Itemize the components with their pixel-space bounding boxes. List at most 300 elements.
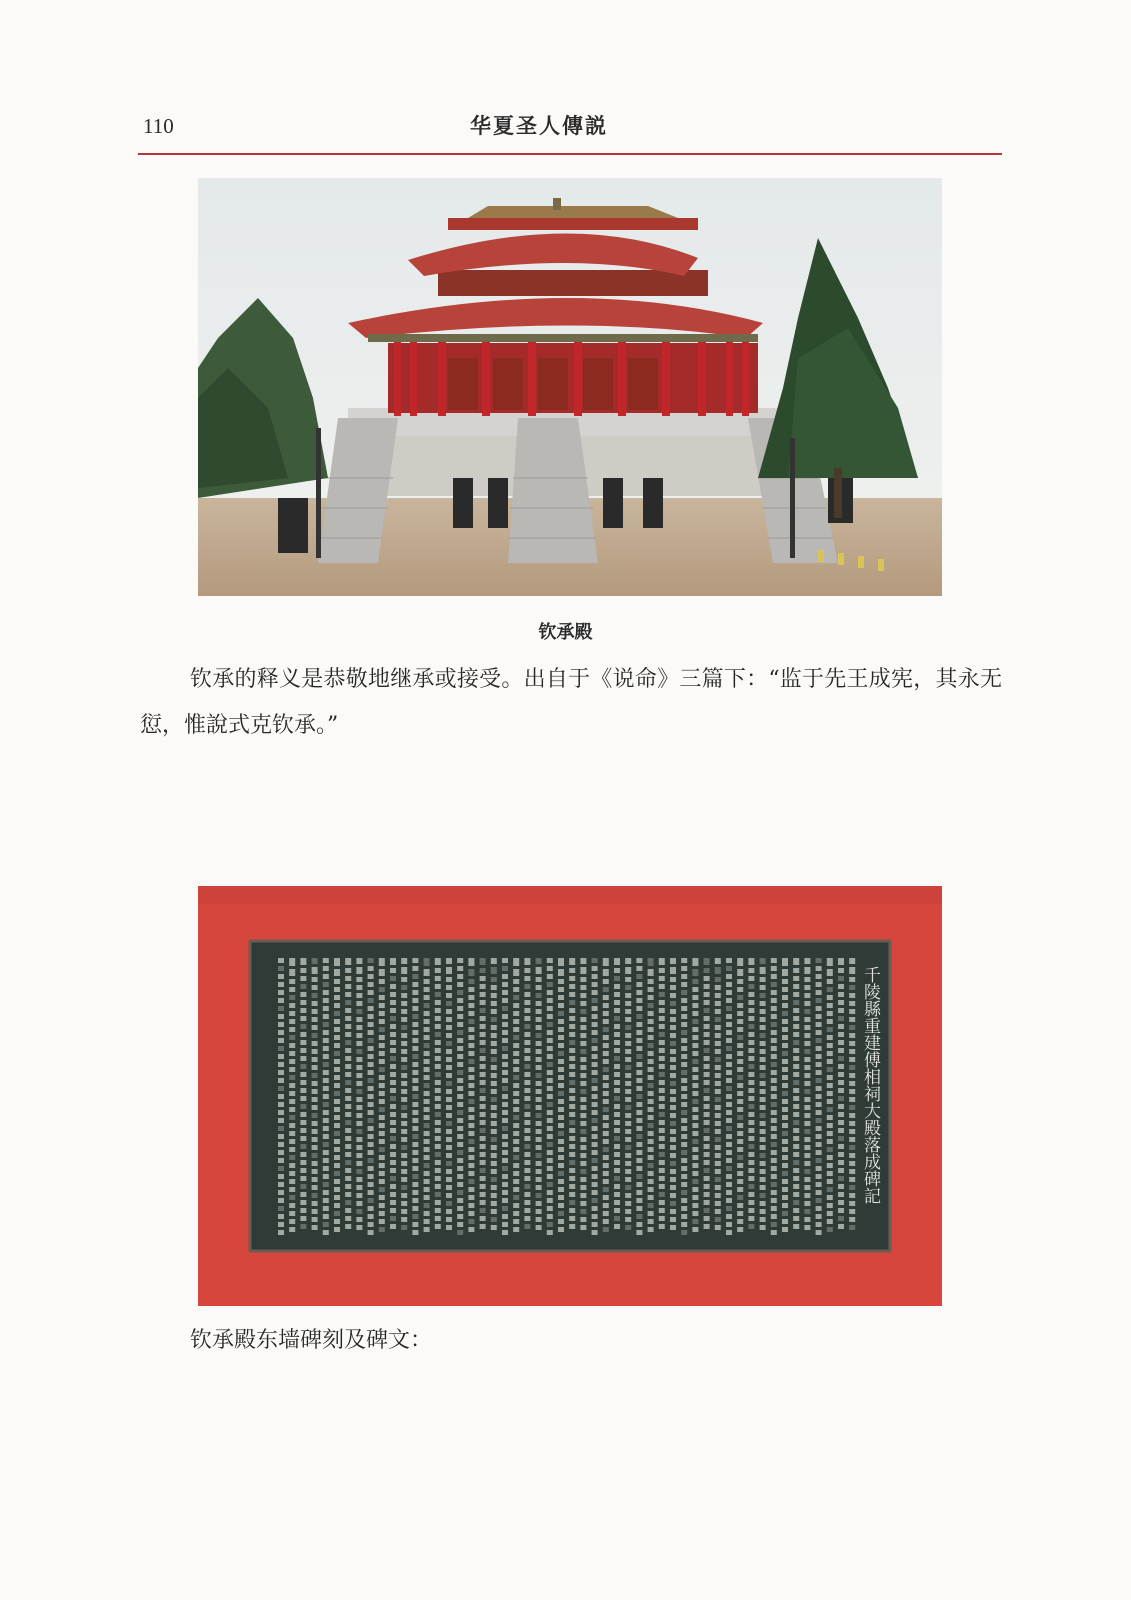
inscription-mark [312,1201,318,1206]
inscription-mark [793,1168,799,1173]
inscription-mark [480,1184,486,1189]
inscription-mark [334,1219,340,1224]
inscription-mark [480,1192,486,1197]
inscription-mark [300,1008,306,1013]
inscription-mark [849,1225,855,1230]
inscription-mark [569,1000,575,1005]
inscription-mark [457,1206,463,1211]
inscription-mark [513,1139,519,1144]
inscription-mark [625,1177,631,1182]
inscription-mark [536,967,542,974]
inscription-mark [536,1065,542,1070]
inscription-mark [312,1025,318,1030]
inscription-mark [468,1195,474,1200]
inscription-mark [379,1011,385,1016]
inscription-mark [289,1035,295,1040]
inscription-mark [793,1024,799,1029]
inscription-mark [659,1040,665,1045]
inscription-mark [334,1123,340,1128]
inscription-mark [793,1056,799,1061]
inscription-mark [524,1048,530,1053]
inscription-mark [390,976,396,981]
inscription-mark [816,1118,822,1123]
inscription-mark [659,1048,665,1053]
inscription-mark [592,982,598,987]
inscription-mark [692,1091,698,1096]
inscription-mark [278,1062,284,1067]
inscription-mark [636,1102,642,1107]
inscription-mark [838,1144,844,1149]
inscription-mark [827,1091,833,1096]
inscription-mark [849,1145,855,1150]
inscription-mark [424,1179,430,1184]
inscription-mark [760,958,766,964]
inscription-mark [491,1137,497,1142]
inscription-mark [558,1163,564,1168]
inscription-mark [300,1072,306,1077]
inscription-mark [849,1009,855,1014]
inscription-mark [446,967,452,974]
inscription-mark [412,1102,418,1107]
inscription-mark [457,1150,463,1155]
inscription-mark [771,1094,777,1099]
inscription-mark [356,1201,362,1206]
inscription-mark [603,1123,609,1128]
inscription-mark [412,1230,418,1235]
inscription-mark [424,958,430,966]
inscription-mark [704,1192,710,1197]
inscription-mark [569,1176,575,1181]
inscription-mark [278,1102,284,1107]
inscription-mark [412,1142,418,1147]
inscription-mark [457,1046,463,1051]
inscription-mark [457,1070,463,1075]
inscription-mark [726,1086,732,1091]
inscription-mark [625,1089,631,1094]
inscription-mark [838,1216,844,1221]
inscription-mark [737,1115,743,1120]
inscription-mark [334,1019,340,1024]
inscription-mark [648,1067,654,1072]
inscription-mark [412,1158,418,1163]
inscription-mark [401,1001,407,1006]
inscription-mark [390,1024,396,1029]
inscription-mark [323,1198,329,1203]
inscription-mark [278,1078,284,1083]
inscription-mark [636,1118,642,1123]
inscription-mark [435,1040,441,1045]
inscription-mark [827,1115,833,1120]
inscription-mark [748,1088,754,1093]
inscription-mark [816,1022,822,1027]
inscription-mark [435,992,441,997]
inscription-mark [793,1224,799,1229]
inscription-mark [648,1099,654,1104]
inscription-mark [547,1054,553,1059]
inscription-mark [502,1070,508,1075]
inscription-mark [278,958,284,963]
inscription-mark [838,1184,844,1189]
inscription-mark [524,1184,530,1189]
inscription-mark [816,1142,822,1147]
inscription-mark [491,1105,497,1110]
inscription-mark [379,1019,385,1024]
inscription-mark [681,1134,687,1139]
inscription-mark [368,1158,374,1163]
inscription-mark [748,968,754,973]
inscription-mark [368,1206,374,1211]
inscription-mark [670,1193,676,1198]
inscription-mark [558,1043,564,1048]
inscription-mark [323,1118,329,1123]
inscription-mark [782,1019,788,1024]
inscription-mark [558,1179,564,1184]
inscription-mark [603,1211,609,1216]
inscription-mark [748,1128,754,1133]
inscription-mark [580,1105,586,1110]
inscription-mark [356,985,362,990]
inscription-mark [625,1209,631,1214]
inscription-mark [715,1153,721,1158]
inscription-mark [323,998,329,1003]
inscription-mark [334,969,340,976]
inscription-mark [648,1115,654,1120]
inscription-mark [804,958,810,964]
inscription-mark [312,1105,318,1110]
inscription-mark [804,1121,810,1126]
inscription-mark [368,1110,374,1115]
inscription-mark [300,1152,306,1157]
inscription-mark [468,1051,474,1056]
inscription-mark [625,1113,631,1118]
inscription-mark [737,1067,743,1072]
inscription-mark [782,1027,788,1032]
inscription-mark [838,968,844,973]
inscription-mark [838,1128,844,1133]
inscription-mark [379,1107,385,1112]
inscription-mark [547,1046,553,1051]
inscription-mark [614,1024,620,1029]
inscription-mark [412,1166,418,1171]
inscription-mark [435,1048,441,1053]
inscription-mark [435,1128,441,1133]
inscription-mark [704,1224,710,1229]
inscription-mark [312,1145,318,1150]
inscription-mark [771,966,777,971]
inscription-mark [368,1062,374,1067]
inscription-mark [390,1016,396,1021]
inscription-mark [379,969,385,976]
inscription-mark [435,1152,441,1157]
inscription-mark [424,1147,430,1152]
inscription-mark [659,1128,665,1133]
inscription-mark [793,958,799,965]
inscription-mark [468,1027,474,1032]
inscription-mark [480,1048,486,1053]
inscription-mark [704,1136,710,1141]
inscription-mark [289,1163,295,1168]
inscription-mark [827,995,833,1000]
inscription-mark [345,1104,351,1109]
inscription-mark [491,1177,497,1182]
inscription-mark [312,1073,318,1078]
inscription-mark [524,1032,530,1037]
inscription-mark [827,1203,833,1208]
inscription-mark [312,993,318,998]
inscription-mark [558,995,564,1000]
inscription-mark [827,1171,833,1176]
inscription-mark [737,1171,743,1176]
inscription-mark [446,1161,452,1166]
inscription-mark [782,1123,788,1128]
inscription-mark [782,1203,788,1208]
inscription-mark [838,976,844,981]
inscription-mark [513,1075,519,1080]
inscription-mark [334,987,340,992]
inscription-mark [278,990,284,995]
inscription-mark [670,1121,676,1126]
inscription-mark [457,1062,463,1067]
inscription-mark [569,1216,575,1221]
inscription-mark [435,1080,441,1085]
inscription-mark [412,1006,418,1011]
inscription-mark [580,985,586,990]
inscription-mark [580,1097,586,1102]
inscription-mark [592,1214,598,1219]
inscription-mark [502,1086,508,1091]
inscription-mark [480,1168,486,1173]
inscription-mark [446,1201,452,1206]
inscription-mark [715,977,721,982]
inscription-mark [345,968,351,973]
inscription-mark [569,1120,575,1125]
inscription-mark [838,984,844,989]
inscription-mark [648,1059,654,1064]
inscription-mark [603,1035,609,1040]
inscription-mark [838,1136,844,1141]
inscription-mark [312,1161,318,1166]
inscription-mark [636,982,642,987]
inscription-mark [625,1193,631,1198]
inscription-mark [558,979,564,984]
inscription-mark [547,974,553,979]
inscription-mark [390,1072,396,1077]
inscription-mark [345,1200,351,1205]
inscription-mark [771,1022,777,1027]
inscription-mark [468,1043,474,1048]
inscription-mark [636,1094,642,1099]
inscription-mark [569,1040,575,1045]
inscription-mark [816,1126,822,1131]
inscription-mark [715,1113,721,1118]
inscription-mark [558,1099,564,1104]
inscription-mark [491,1169,497,1174]
inscription-mark [435,968,441,973]
inscription-mark [614,1160,620,1165]
inscription-mark [502,1134,508,1139]
inscription-mark [345,1144,351,1149]
inscription-mark [692,979,698,984]
inscription-mark [536,1201,542,1206]
inscription-mark [401,967,407,974]
inscription-mark [603,1099,609,1104]
inscription-mark [300,1064,306,1069]
inscription-mark [827,1075,833,1080]
inscription-mark [580,1057,586,1062]
inscription-mark [401,1009,407,1014]
inscription-mark [345,1000,351,1005]
inscription-mark [692,1139,698,1144]
inscription-mark [558,1091,564,1096]
inscription-mark [323,1182,329,1187]
inscription-mark [804,977,810,982]
inscription-mark [379,958,385,966]
inscription-mark [502,1206,508,1211]
inscription-mark [379,1227,385,1232]
inscription-mark [737,1003,743,1008]
inscription-mark [670,1153,676,1158]
inscription-mark [692,1075,698,1080]
inscription-mark [536,1225,542,1230]
inscription-mark [278,1022,284,1027]
inscription-mark [748,1152,754,1157]
inscription-mark [614,1120,620,1125]
inscription-mark [379,1195,385,1200]
inscription-mark [401,1033,407,1038]
inscription-mark [804,1153,810,1158]
inscription-mark [760,1185,766,1190]
inscription-mark [379,1115,385,1120]
inscription-mark [558,1155,564,1160]
inscription-mark [782,1099,788,1104]
inscription-mark [748,1072,754,1077]
inscription-mark [412,1150,418,1155]
inscription-mark [491,1201,497,1206]
inscription-mark [771,958,777,963]
inscription-mark [390,1080,396,1085]
inscription-mark [849,977,855,982]
inscription-mark [827,1147,833,1152]
inscription-mark [681,1030,687,1035]
inscription-mark [401,993,407,998]
inscription-mark [480,1128,486,1133]
inscription-mark [278,974,284,979]
inscription-mark [849,1153,855,1158]
inscription-mark [312,1033,318,1038]
inscription-mark [300,984,306,989]
inscription-mark [782,1075,788,1080]
inscription-mark [412,1062,418,1067]
inscription-mark [457,966,463,971]
inscription-mark [345,1032,351,1037]
inscription-mark [692,1115,698,1120]
inscription-mark [424,1091,430,1096]
inscription-mark [636,1198,642,1203]
inscription-mark [580,1169,586,1174]
inscription-mark [558,1011,564,1016]
inscription-mark [289,987,295,992]
inscription-mark [289,1075,295,1080]
inscription-mark [379,1051,385,1056]
inscription-mark [524,1128,530,1133]
inscription-mark [334,1171,340,1176]
inscription-mark [289,1099,295,1104]
inscription-mark [737,1219,743,1224]
inscription-mark [412,1198,418,1203]
inscription-mark [760,1193,766,1198]
inscription-mark [804,1009,810,1014]
inscription-mark [670,1049,676,1054]
inscription-mark [692,987,698,992]
inscription-mark [838,1176,844,1181]
inscription-mark [513,969,519,976]
inscription-mark [659,1144,665,1149]
inscription-mark [446,1033,452,1038]
inscription-mark [536,958,542,964]
inscription-mark [838,1048,844,1053]
inscription-mark [536,1041,542,1046]
inscription-mark [401,1073,407,1078]
inscription-mark [547,1078,553,1083]
inscription-mark [760,1025,766,1030]
inscription-mark [614,1136,620,1141]
inscription-mark [401,1217,407,1222]
inscription-mark [715,1169,721,1174]
inscription-mark [782,1171,788,1176]
inscription-mark [782,1131,788,1136]
inscription-mark [625,1057,631,1062]
inscription-mark [390,1064,396,1069]
inscription-mark [412,1206,418,1211]
inscription-mark [435,1064,441,1069]
inscription-mark [278,1182,284,1187]
inscription-mark [636,1070,642,1075]
inscription-mark [659,1176,665,1181]
inscription-mark [748,1216,754,1221]
inscription-mark [782,1211,788,1216]
inscription-mark [502,1214,508,1219]
inscription-mark [502,1102,508,1107]
running-header-title: 华夏圣人傳説 [470,113,608,138]
inscription-mark [580,1145,586,1150]
inscription-mark [748,1008,754,1013]
inscription-mark [692,1187,698,1192]
inscription-mark [715,1225,721,1230]
inscription-mark [659,1216,665,1221]
inscription-mark [401,1105,407,1110]
inscription-mark [748,1080,754,1085]
inscription-mark [580,1017,586,1022]
inscription-mark [816,1078,822,1083]
inscription-mark [289,1003,295,1008]
inscription-mark [726,1014,732,1019]
inscription-mark [446,1137,452,1142]
inscription-mark [424,1011,430,1016]
inscription-mark [401,1017,407,1022]
inscription-mark [524,1208,530,1213]
inscription-mark [502,1110,508,1115]
inscription-mark [793,1120,799,1125]
inscription-mark [345,1176,351,1181]
inscription-mark [569,976,575,981]
inscription-mark [704,1128,710,1133]
inscription-mark [547,1086,553,1091]
inscription-mark [692,1195,698,1200]
inscription-mark [457,1014,463,1019]
inscription-mark [816,1006,822,1011]
inscription-mark [636,1134,642,1139]
inscription-mark [345,1080,351,1085]
